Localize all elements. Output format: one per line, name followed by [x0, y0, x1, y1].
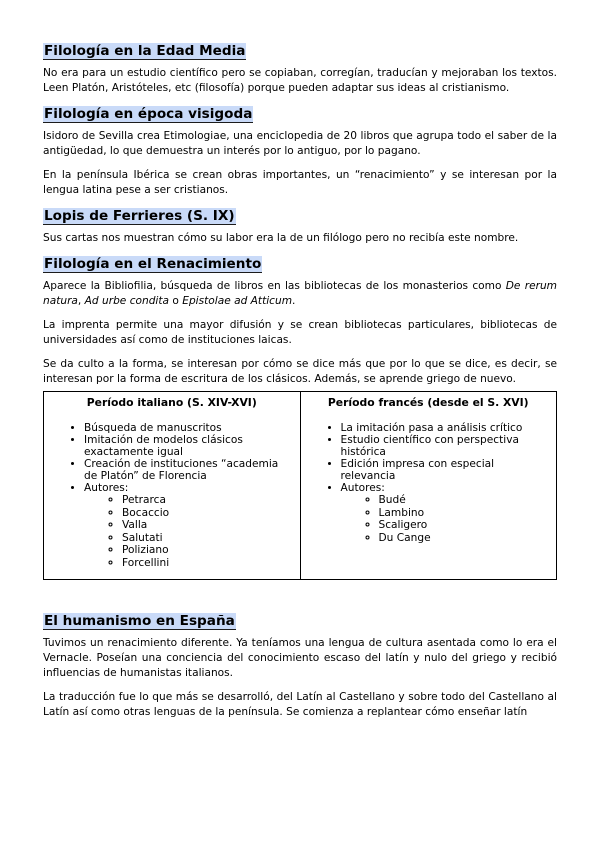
table-heading: Período italiano (S. XIV-XVI) — [86, 396, 257, 409]
table-cell-frances — [300, 392, 557, 580]
paragraph: Tuvimos un renacimiento diferente. Ya teníamos una lengua de cultura asentada como lo era el Vernacle. Poseían una conciencia del conocimiento escaso del latín y nulo del griego y recibió influencias de humanistas italianos. — [43, 637, 557, 679]
comparison-table — [43, 391, 557, 580]
heading-humanismo-espana: El humanismo en España — [44, 613, 235, 629]
paragraph: Aparece la Bibliofilia, búsqueda de libros en las bibliotecas de los monasterios como De rerum natura, Ad urbe condita o Epistolae ad Atticum. — [43, 280, 557, 307]
author-item: ◦ Du Cange — [379, 532, 549, 545]
heading-lopis-de-ferrieres: Lopis de Ferrieres (S. IX) — [44, 208, 235, 224]
list-item: • Imitación de modelos clásicos exactamente igual — [84, 434, 292, 458]
author-item: ◦ Petrarca — [122, 494, 292, 507]
table-cell-italiano — [44, 392, 301, 580]
paragraph: Se da culto a la forma, se interesan por cómo se dice más que por lo que se dice, es decir, se interesan por la forma de escritura de los clásicos. Además, se aprende griego de nuevo. — [43, 358, 557, 385]
paragraph: No era para un estudio científico pero se copiaban, corregían, traducían y mejoraban los textos. Leen Platón, Aristóteles, etc (filosofía) porque pueden adaptar sus ideas al cristianismo. — [43, 67, 557, 94]
authors-list — [84, 494, 292, 569]
paragraph: La imprenta permite una mayor difusión y se crean bibliotecas particulares, bibliotecas de universidades así como de instituciones laicas. — [43, 319, 557, 346]
author-item: ◦ Salutati — [122, 532, 292, 545]
book-title: Ad urbe condita — [84, 295, 170, 307]
heading-renacimiento: Filología en el Renacimiento — [44, 256, 262, 272]
list-item: • Creación de instituciones “academia de Platón” de Florencia — [84, 458, 292, 482]
document-content — [43, 42, 557, 729]
author-item: ◦ Valla — [122, 519, 292, 532]
author-item: ◦ Lambino — [379, 507, 549, 520]
spacer — [43, 580, 557, 612]
list-item: • Estudio científico con perspectiva histórica — [341, 434, 549, 458]
author-item: ◦ Scaligero — [379, 519, 549, 532]
paragraph: Sus cartas nos muestran cómo su labor era la de un filólogo pero no recibía este nombre. — [43, 232, 519, 244]
list-item: • Autores: ◦ Budé ◦ Lambino ◦ Scaligero ◦ Du Cange — [341, 482, 549, 544]
book-title: Epistolae ad Atticum — [182, 295, 293, 307]
bullet-list — [52, 422, 292, 569]
paragraph: La traducción fue lo que más se desarrolló, del Latín al Castellano y sobre todo del Castellano al Latín así como otras lenguas de la península. Se comienza a replantear cómo enseñar latín — [43, 691, 557, 718]
book-title: De rerum natura — [43, 280, 557, 307]
list-item: • Autores: ◦ Petrarca ◦ Bocaccio ◦ Valla ◦ Salutati ◦ Poliziano ◦ Forcellini — [84, 482, 292, 569]
heading-edad-media: Filología en la Edad Media — [44, 43, 246, 59]
author-item: ◦ Bocaccio — [122, 507, 292, 520]
list-item: • Búsqueda de manuscritos — [84, 422, 292, 434]
paragraph: En la península Ibérica se crean obras importantes, un “renacimiento” y se interesan por la lengua latina pese a ser cristianos. — [43, 169, 557, 196]
author-item: ◦ Forcellini — [122, 557, 292, 570]
table-heading: Período francés (desde el S. XVI) — [327, 396, 529, 409]
bullet-list — [309, 422, 549, 544]
list-item: • La imitación pasa a análisis crítico — [341, 422, 549, 434]
heading-epoca-visigoda: Filología en época visigoda — [44, 106, 253, 122]
paragraph: Isidoro de Sevilla crea Etimologiae, una enciclopedia de 20 libros que agrupa todo el saber de la antigüedad, lo que demuestra un interés por lo antiguo, por lo pagano. — [43, 130, 557, 157]
author-item: ◦ Budé — [379, 494, 549, 507]
authors-list — [341, 494, 549, 544]
list-item: • Edición impresa con especial relevancia — [341, 458, 549, 482]
author-item: ◦ Poliziano — [122, 544, 292, 557]
